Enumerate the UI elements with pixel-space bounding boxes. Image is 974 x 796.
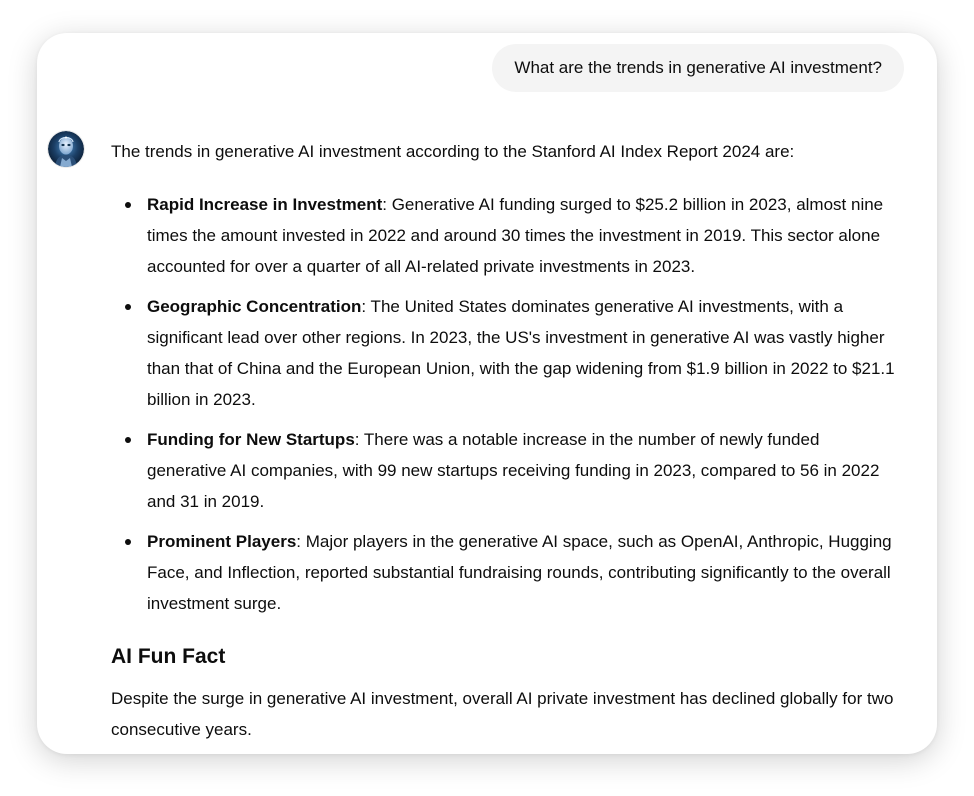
trend-list (111, 189, 901, 619)
bullet-title: Funding for New Startups (147, 430, 355, 449)
bullet-dot-icon (125, 437, 131, 443)
list-item (147, 424, 901, 517)
user-message-bubble: What are the trends in generative AI investment? (492, 44, 904, 92)
fun-fact-heading: AI Fun Fact (111, 645, 226, 668)
bullet-dot-icon (125, 539, 131, 545)
bullet-dot-icon (125, 304, 131, 310)
bullet-title: Rapid Increase in Investment (147, 195, 383, 214)
bullet-title: Geographic Concentration (147, 297, 362, 316)
bullet-text: : Major players in the generative AI space, such as OpenAI, Anthropic, Hugging Face, and Inflection, reported substantial fundraising rounds, contributing significantly to the overall investment surge. (147, 532, 892, 613)
bullet-text: : Generative AI funding surged to $25.2 billion in 2023, almost nine times the amount invested in 2022 and around 30 times the investment in 2019. This sector alone accounted for over a quarter of all AI-related private investments in 2023. (147, 195, 884, 276)
robot-avatar-icon (48, 131, 84, 167)
bullet-dot-icon (125, 202, 131, 208)
assistant-message (111, 136, 901, 745)
assistant-intro: The trends in generative AI investment according to the Stanford AI Index Report 2024 are: (111, 142, 795, 161)
bullet-title: Prominent Players (147, 532, 297, 551)
bullet-text: : There was a notable increase in the number of newly funded generative AI companies, with 99 new startups receiving funding in 2023, compared to 56 in 2022 and 31 in 2019. (147, 430, 880, 511)
list-item (147, 291, 901, 415)
list-item (147, 189, 901, 282)
bullet-text: : The United States dominates generative AI investments, with a significant lead over other regions. In 2023, the US's investment in generative AI was vastly higher than that of China and the European Union, with the gap widening from $1.9 billion in 2022 to $21.1 billion in 2023. (147, 297, 895, 409)
chat-card (37, 33, 937, 754)
fun-fact-text: Despite the surge in generative AI investment, overall AI private investment has declined globally for two consecutive years. (111, 689, 894, 739)
list-item (147, 526, 901, 619)
